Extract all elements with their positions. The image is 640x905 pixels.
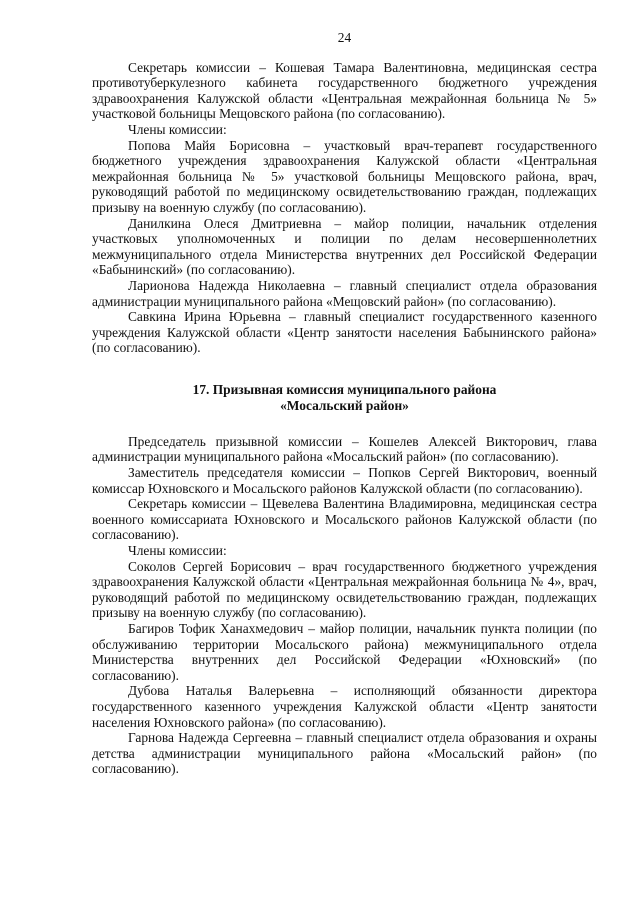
paragraph-member-popova: Попова Майя Борисовна – участковый врач-терапевт государственного бюджетного учреждения здравоохранения Калужской области «Центральная межрайонная больница № 5» участковой больницы Мещовского района, врач, руководящий работой по медицинскому освидетельствованию граждан, подлежащих призыву на военную службу (по согласованию). — [92, 137, 597, 215]
paragraph-secretary: Секретарь комиссии – Щевелева Валентина Владимировна, медицинская сестра военного комиссариата Юхновского и Мосальского районов Калужской области (по согласованию). — [92, 496, 597, 543]
paragraph-members-label: Члены комиссии: — [128, 121, 227, 137]
document-page — [92, 30, 597, 777]
paragraph-member-larionova: Ларионова Надежда Николаевна – главный специалист отдела образования администрации муниципального района «Мещовский район» (по согласованию). — [92, 277, 597, 309]
section-mosalsky-members — [92, 434, 597, 777]
section-heading — [92, 382, 597, 414]
section-heading-line1: 17. Призывная комиссия муниципального района — [192, 381, 497, 397]
paragraph-deputy-chairman: Заместитель председателя комиссии – Попков Сергей Викторович, военный комиссар Юхновского и Мосальского районов Калужской области (по согласованию). — [92, 465, 597, 496]
paragraph-member-sokolov: Соколов Сергей Борисович – врач государственного бюджетного учреждения здравоохранения Калужской области «Центральная межрайонная больница № 4», врач, руководящий работой по медицинскому освидетельствованию граждан, подлежащих призыву на военную службу (по согласованию). — [92, 558, 597, 621]
paragraph-member-garnova: Гарнова Надежда Сергеевна – главный специалист отдела образования и охраны детства администрации муниципального района «Мосальский район» (по согласованию). — [92, 730, 597, 777]
page-number: 24 — [337, 30, 352, 45]
section-heading-line2: «Мосальский район» — [280, 397, 409, 413]
paragraph-members-label: Члены комиссии: — [128, 543, 227, 559]
section-mescovsky-members — [92, 60, 597, 356]
paragraph-member-danilkina: Данилкина Олеся Дмитриевна – майор полиции, начальник отделения участковых уполномоченных и полиции по делам несовершеннолетних межмуниципального отдела Министерства внутренних дел Российской Федерации «Бабынинский» (по согласованию). — [92, 215, 597, 278]
paragraph-secretary: Секретарь комиссии – Кошевая Тамара Валентиновна, медицинская сестра противотуберкулезного кабинета государственного бюджетного учреждения здравоохранения Калужской области «Центральная межрайонная больница № 5» участковой больницы Мещовского района (по согласованию). — [92, 59, 597, 122]
paragraph-member-savkina: Савкина Ирина Юрьевна – главный специалист государственного казенного учреждения Калужской области «Центр занятости населения Бабынинского района» (по согласованию). — [92, 309, 597, 356]
paragraph-member-bagirov: Багиров Тофик Ханахмедович – майор полиции, начальник пункта полиции (по обслуживанию территории Мосальского района) межмуниципального отдела Министерства внутренних дел Российской Федерации «Юхновский» (по согласованию). — [92, 621, 597, 683]
paragraph-member-dubova: Дубова Наталья Валерьевна – исполняющий обязанности директора государственного казенного учреждения Калужской области «Центр занятости населения Юхновского района» (по согласованию). — [92, 683, 597, 730]
paragraph-chairman: Председатель призывной комиссии – Кошелев Алексей Викторович, глава администрации муниципального района «Мосальский район» (по согласованию). — [92, 433, 597, 465]
